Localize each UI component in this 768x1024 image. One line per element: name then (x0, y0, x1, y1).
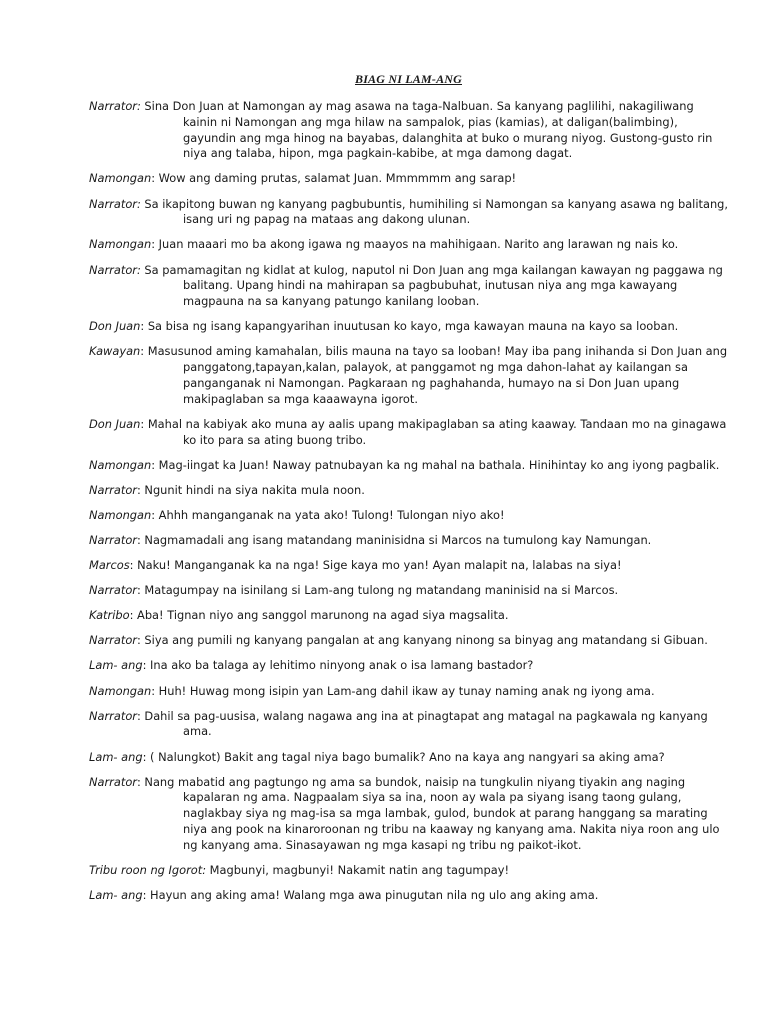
dialogue-entry (89, 709, 728, 741)
speaker-name: Lam- ang (89, 888, 143, 903)
speaker-name: Katribo (89, 608, 130, 623)
speaker-name: Don Juan (89, 319, 141, 334)
speaker-name: Narrator (89, 482, 137, 497)
dialogue-entry (89, 508, 728, 524)
dialogue-entry (89, 658, 728, 674)
speaker-name: Namongan (89, 457, 152, 472)
dialogue-text: : Masusunod aming kamahalan, bilis mauna na tayo sa looban! May iba pang inihanda si Don Juan ang panggatong,tapayan,kalan, palayok, at panggamot ng mga dahon-lahat ay kailangan sa panganganak ni Namongan. Pagkaraan ng paghahanda, humayo na si Don Juan upang makipaglaban sa mga kaaawayna igorot. (140, 344, 728, 406)
dialogue-text: : Huh! Huwag mong isipin yan Lam-ang dahil ikaw ay tunay naming anak ng iyong ama. (151, 683, 655, 698)
speaker-name: Lam- ang (89, 658, 143, 673)
dialogue-text: : Nang mabatid ang pagtungo ng ama sa bundok, naisip na tungkulin niyang tiyakin ang naging kapalaran ng ama. Nagpaalam siya sa ina, noon ay wala pa siyang isang taong gulang, naglakbay siya ng mag-isa sa mga lambak, gulod, bundok at parang hanggang sa marating niya ang pook na kinaroroonan ng tribu na kaaway ng kanyang ama. Nakita niya roon ang ulo ng kanyang ama. Sinasayawan ng mga kasapi ng tribu ng paikot-ikot. (136, 774, 720, 852)
dialogue-entry (89, 197, 728, 229)
dialogue-entry (89, 417, 728, 449)
dialogue-entry (89, 319, 728, 335)
dialogue-text: : Nagmamadali ang isang matandang maninisidna si Marcos na tumulong kay Namungan. (136, 533, 652, 547)
document-title: BIAG NI LAM-ANG (354, 72, 462, 86)
speaker-name: Narrator: (89, 196, 141, 211)
dialogue-text: : Siya ang pumili ng kanyang pangalan at ang kanyang ninong sa binyag ang matandang si Gibuan. (136, 633, 708, 648)
dialogue-list (89, 99, 728, 904)
dialogue-entry (89, 458, 728, 474)
speaker-name: Narrator: (89, 262, 141, 277)
dialogue-text: : Juan maaari mo ba akong igawa ng maayos na mahihigaan. Narito ang larawan ng nais ko. (151, 237, 679, 252)
dialogue-entry (89, 533, 728, 549)
dialogue-text: : Matagumpay na isinilang si Lam-ang tulong ng matandang maninisid na si Marcos. (136, 583, 619, 598)
dialogue-entry (89, 483, 728, 499)
speaker-name: Kawayan (89, 344, 141, 359)
speaker-name: Namongan (89, 683, 152, 698)
dialogue-entry (89, 344, 728, 407)
dialogue-entry (89, 750, 728, 766)
dialogue-text: Magbunyi, magbunyi! Nakamit natin ang tagumpay! (206, 862, 510, 877)
dialogue-text: : Mag-iingat ka Juan! Naway patnubayan ka ng mahal na bathala. Hinihintay ko ang iyong pagbalik. (151, 457, 720, 472)
dialogue-text: : Dahil sa pag-uusisa, walang nagawa ang ina at pinagtapat ang matagal na pagkawala ng kanyang ama. (136, 708, 708, 739)
dialogue-entry (89, 684, 728, 700)
dialogue-text: : Sa bisa ng isang kapangyarihan inuutusan ko kayo, mga kawayan mauna na kayo sa looban. (140, 319, 679, 334)
speaker-name: Namongan (89, 507, 152, 522)
dialogue-entry (89, 608, 728, 624)
dialogue-text: : Aba! Tignan niyo ang sanggol marunong na agad siya magsalita. (129, 608, 509, 623)
dialogue-entry (89, 263, 728, 310)
dialogue-text: : Ngunit hindi na siya nakita mula noon. (136, 482, 365, 497)
dialogue-text: Sa pamamagitan ng kidlat at kulog, naputol ni Don Juan ang mga kailangan kawayan ng paggawa ng balitang. Upang hindi na mahirapan sa pagbubuhat, inutusan niya ang mga kawayang magpauna na sa kanyang patungo kanilang looban. (140, 262, 723, 309)
dialogue-text: : Mahal na kabiyak ako muna ay aalis upang makipaglaban sa ating kaaway. Tandaan mo na ginagawa ko ito para sa ating buong tribo. (140, 416, 727, 447)
dialogue-entry (89, 888, 728, 904)
speaker-name: Don Juan (89, 416, 141, 431)
dialogue-text: Sina Don Juan at Namongan ay mag asawa na taga-Nalbuan. Sa kanyang paglilihi, nakagiliwang kainin ni Namongan ang mga hilaw na sampalok, pias (kamias), at daligan(balimbing), gayundin ang mga hinog na bayabas, dalanghita at buko o murang niyog. Gustong-gusto rin niya ang talaba, hipon, mga pagkain-kabibe, at mga damong dagat. (140, 99, 713, 161)
dialogue-entry (89, 99, 728, 162)
speaker-name: Tribu roon ng Igorot: (89, 862, 207, 877)
speaker-name: Narrator (89, 774, 137, 789)
speaker-name: Narrator (89, 633, 137, 648)
speaker-name: Narrator: (89, 99, 141, 113)
dialogue-entry (89, 583, 728, 599)
speaker-name: Namongan (89, 171, 152, 186)
dialogue-text: : Hayun ang aking ama! Walang mga awa pinugutan nila ng ulo ang aking ama. (142, 888, 599, 903)
dialogue-text: : Naku! Manganganak ka na nga! Sige kaya mo yan! Ayan malapit na, lalabas na siya! (129, 558, 622, 573)
dialogue-entry (89, 237, 728, 253)
speaker-name: Marcos (89, 558, 130, 573)
dialogue-entry (89, 633, 728, 649)
speaker-name: Narrator (89, 583, 137, 598)
dialogue-entry (89, 558, 728, 574)
dialogue-entry (89, 171, 728, 187)
dialogue-text: : Wow ang daming prutas, salamat Juan. Mmmmmm ang sarap! (151, 171, 517, 186)
dialogue-entry (89, 863, 728, 879)
speaker-name: Narrator (89, 533, 137, 547)
dialogue-text: : Ahhh manganganak na yata ako! Tulong! Tulongan niyo ako! (151, 507, 505, 522)
speaker-name: Namongan (89, 237, 152, 252)
dialogue-text: Sa ikapitong buwan ng kanyang pagbubuntis, humihiling si Namongan sa kanyang asawa ng balitang, isang uri ng papag na mataas ang dakong ulunan. (140, 196, 729, 227)
dialogue-text: : ( Nalungkot) Bakit ang tagal niya bago bumalik? Ano na kaya ang nangyari sa aking ama? (142, 749, 665, 764)
speaker-name: Lam- ang (89, 749, 143, 764)
dialogue-entry (89, 775, 728, 854)
dialogue-text: : Ina ako ba talaga ay lehitimo ninyong anak o isa lamang bastador? (142, 658, 534, 673)
speaker-name: Narrator (89, 708, 137, 723)
